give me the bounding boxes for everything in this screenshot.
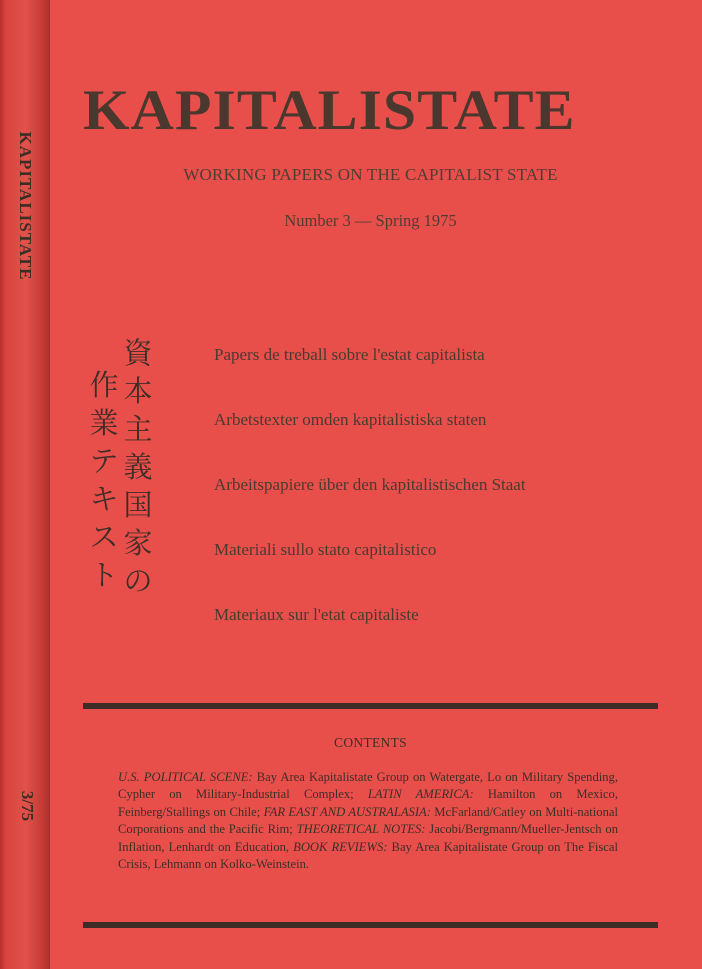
japanese-char: キ	[89, 482, 119, 516]
japanese-char: ト	[89, 558, 119, 592]
journal-subtitle: WORKING PAPERS ON THE CAPITALIST STATE	[183, 165, 558, 184]
journal-title: KAPITALISTATE	[83, 79, 576, 142]
japanese-title-column-left	[84, 366, 124, 594]
issue-line: Number 3 — Spring 1975	[284, 211, 457, 230]
section-text: Jacobi/Bergmann/Mueller-Jentsch on Inflation, Lenhardt on Education,	[118, 822, 618, 854]
japanese-char: 作	[89, 368, 119, 402]
japanese-char: 義	[123, 450, 153, 484]
book-spine	[0, 0, 50, 969]
japanese-char: 資	[123, 336, 153, 370]
spine-title: KAPITALISTATE	[16, 131, 35, 281]
section-text: Bay Area Kapitalistate Group on Watergate, Lo on Military Spending, Cypher on Military-Industrial Complex;	[118, 770, 618, 802]
japanese-title-column-right	[118, 334, 158, 600]
japanese-char: の	[123, 564, 153, 598]
section-text: McFarland/Catley on Multi-national Corporations and the Pacific Rim;	[118, 804, 618, 837]
section-label: LATIN AMERICA:	[367, 787, 474, 802]
japanese-char: 主	[123, 412, 153, 446]
japanese-char: 業	[89, 406, 119, 440]
title-translations	[214, 343, 654, 668]
translation-italian: Materiali sullo stato capitalistico	[214, 540, 437, 559]
translation-german: Arbeitspapiere über den kapitalistischen Staat	[214, 475, 526, 494]
japanese-char: 家	[123, 526, 153, 560]
section-label: BOOK REVIEWS:	[293, 839, 388, 854]
contents-text	[118, 769, 618, 873]
contents-heading: CONTENTS	[334, 735, 407, 750]
divider-top	[83, 703, 658, 709]
japanese-char: テ	[89, 444, 119, 478]
translation-catalan: Papers de treball sobre l'estat capitalista	[214, 345, 485, 364]
divider-bottom	[83, 922, 658, 928]
translation-swedish: Arbetstexter omden kapitalistiska staten	[214, 410, 487, 429]
section-label: FAR EAST AND AUSTRALASIA:	[263, 804, 431, 819]
section-text: Bay Area Kapitalistate Group on The Fiscal Crisis, Lehmann on Kolko-Weinstein.	[118, 839, 618, 872]
japanese-char: 本	[123, 374, 153, 408]
section-label: THEORETICAL NOTES:	[296, 822, 426, 837]
section-label: U.S. POLITICAL SCENE:	[118, 770, 253, 784]
translation-french: Materiaux sur l'etat capitaliste	[214, 605, 419, 624]
spine-issue-number: 3/75	[18, 790, 37, 822]
section-text: Hamilton on Mexico, Feinberg/Stallings on Chile;	[118, 787, 618, 819]
japanese-char: ス	[89, 520, 119, 554]
japanese-char: 国	[123, 488, 153, 522]
